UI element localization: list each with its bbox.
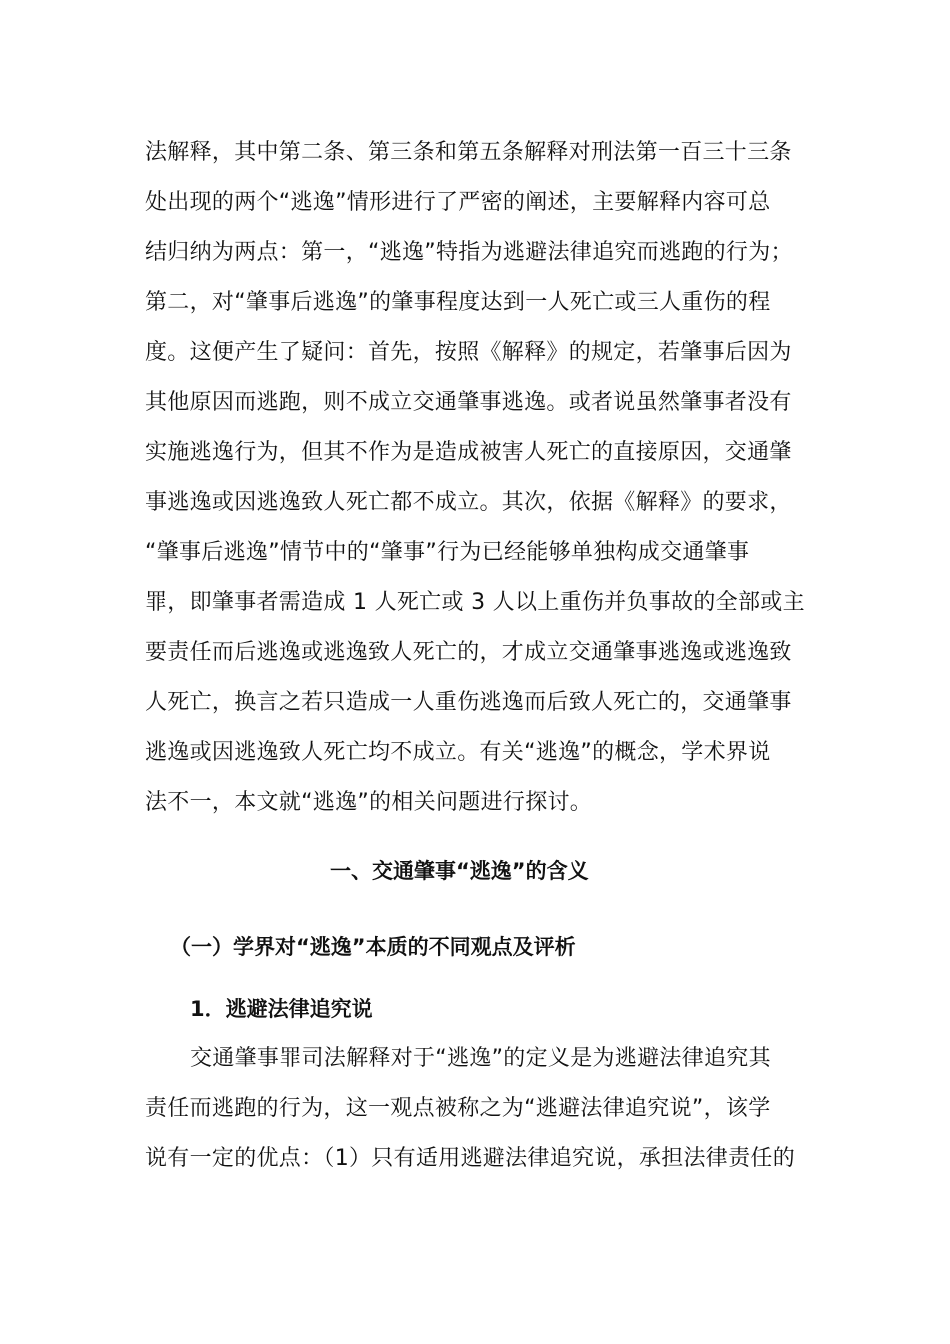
text-line: 交通肇事罪司法解释对于“逃逸”的定义是为逃避法律追究其 xyxy=(190,1046,771,1071)
text-line: 第二，对“肇事后逃逸”的肇事程度达到一人死亡或三人重伤的程 xyxy=(145,290,771,315)
text-line: 法解释，其中第二条、第三条和第五条解释对刑法第一百三十三条 xyxy=(145,140,792,165)
text-line: 要责任而后逃逸或逃逸致人死亡的，才成立交通肇事逃逸或逃逸致 xyxy=(145,640,792,665)
text-line: 法不一，本文就“逃逸”的相关问题进行探讨。 xyxy=(145,790,593,815)
subsection-heading: （一）学界对“逃逸”本质的不同观点及评析 xyxy=(170,935,576,959)
item-heading: 1．逃避法律追究说 xyxy=(190,997,373,1021)
section-heading: 一、交通肇事“逃逸”的含义 xyxy=(330,859,589,883)
text-line: 人死亡，换言之若只造成一人重伤逃逸而后致人死亡的，交通肇事 xyxy=(145,690,792,715)
text-line: 实施逃逸行为，但其不作为是造成被害人死亡的直接原因，交通肇 xyxy=(145,440,792,465)
text-line: 说有一定的优点：（1）只有适用逃避法律追究说，承担法律责任的 xyxy=(145,1146,795,1171)
text-line: 结归纳为两点：第一，“逃逸”特指为逃避法律追究而逃跑的行为； xyxy=(145,240,793,265)
text-line: 逃逸或因逃逸致人死亡均不成立。有关“逃逸”的概念，学术界说 xyxy=(145,740,771,765)
text-line: 罪，即肇事者需造成 1 人死亡或 3 人以上重伤并负事故的全部或主 xyxy=(145,590,805,615)
text-line: 度。这便产生了疑问：首先，按照《解释》的规定，若肇事后因为 xyxy=(145,340,792,365)
text-line: 事逃逸或因逃逸致人死亡都不成立。其次，依据《解释》的要求， xyxy=(145,490,792,515)
text-line: 其他原因而逃跑，则不成立交通肇事逃逸。或者说虽然肇事者没有 xyxy=(145,390,792,415)
text-line: 责任而逃跑的行为，这一观点被称之为“逃避法律追究说”，该学 xyxy=(145,1096,771,1121)
text-line: 处出现的两个“逃逸”情形进行了严密的阐述，主要解释内容可总 xyxy=(145,190,771,215)
text-line: “肇事后逃逸”情节中的“肇事”行为已经能够单独构成交通肇事 xyxy=(145,540,750,565)
